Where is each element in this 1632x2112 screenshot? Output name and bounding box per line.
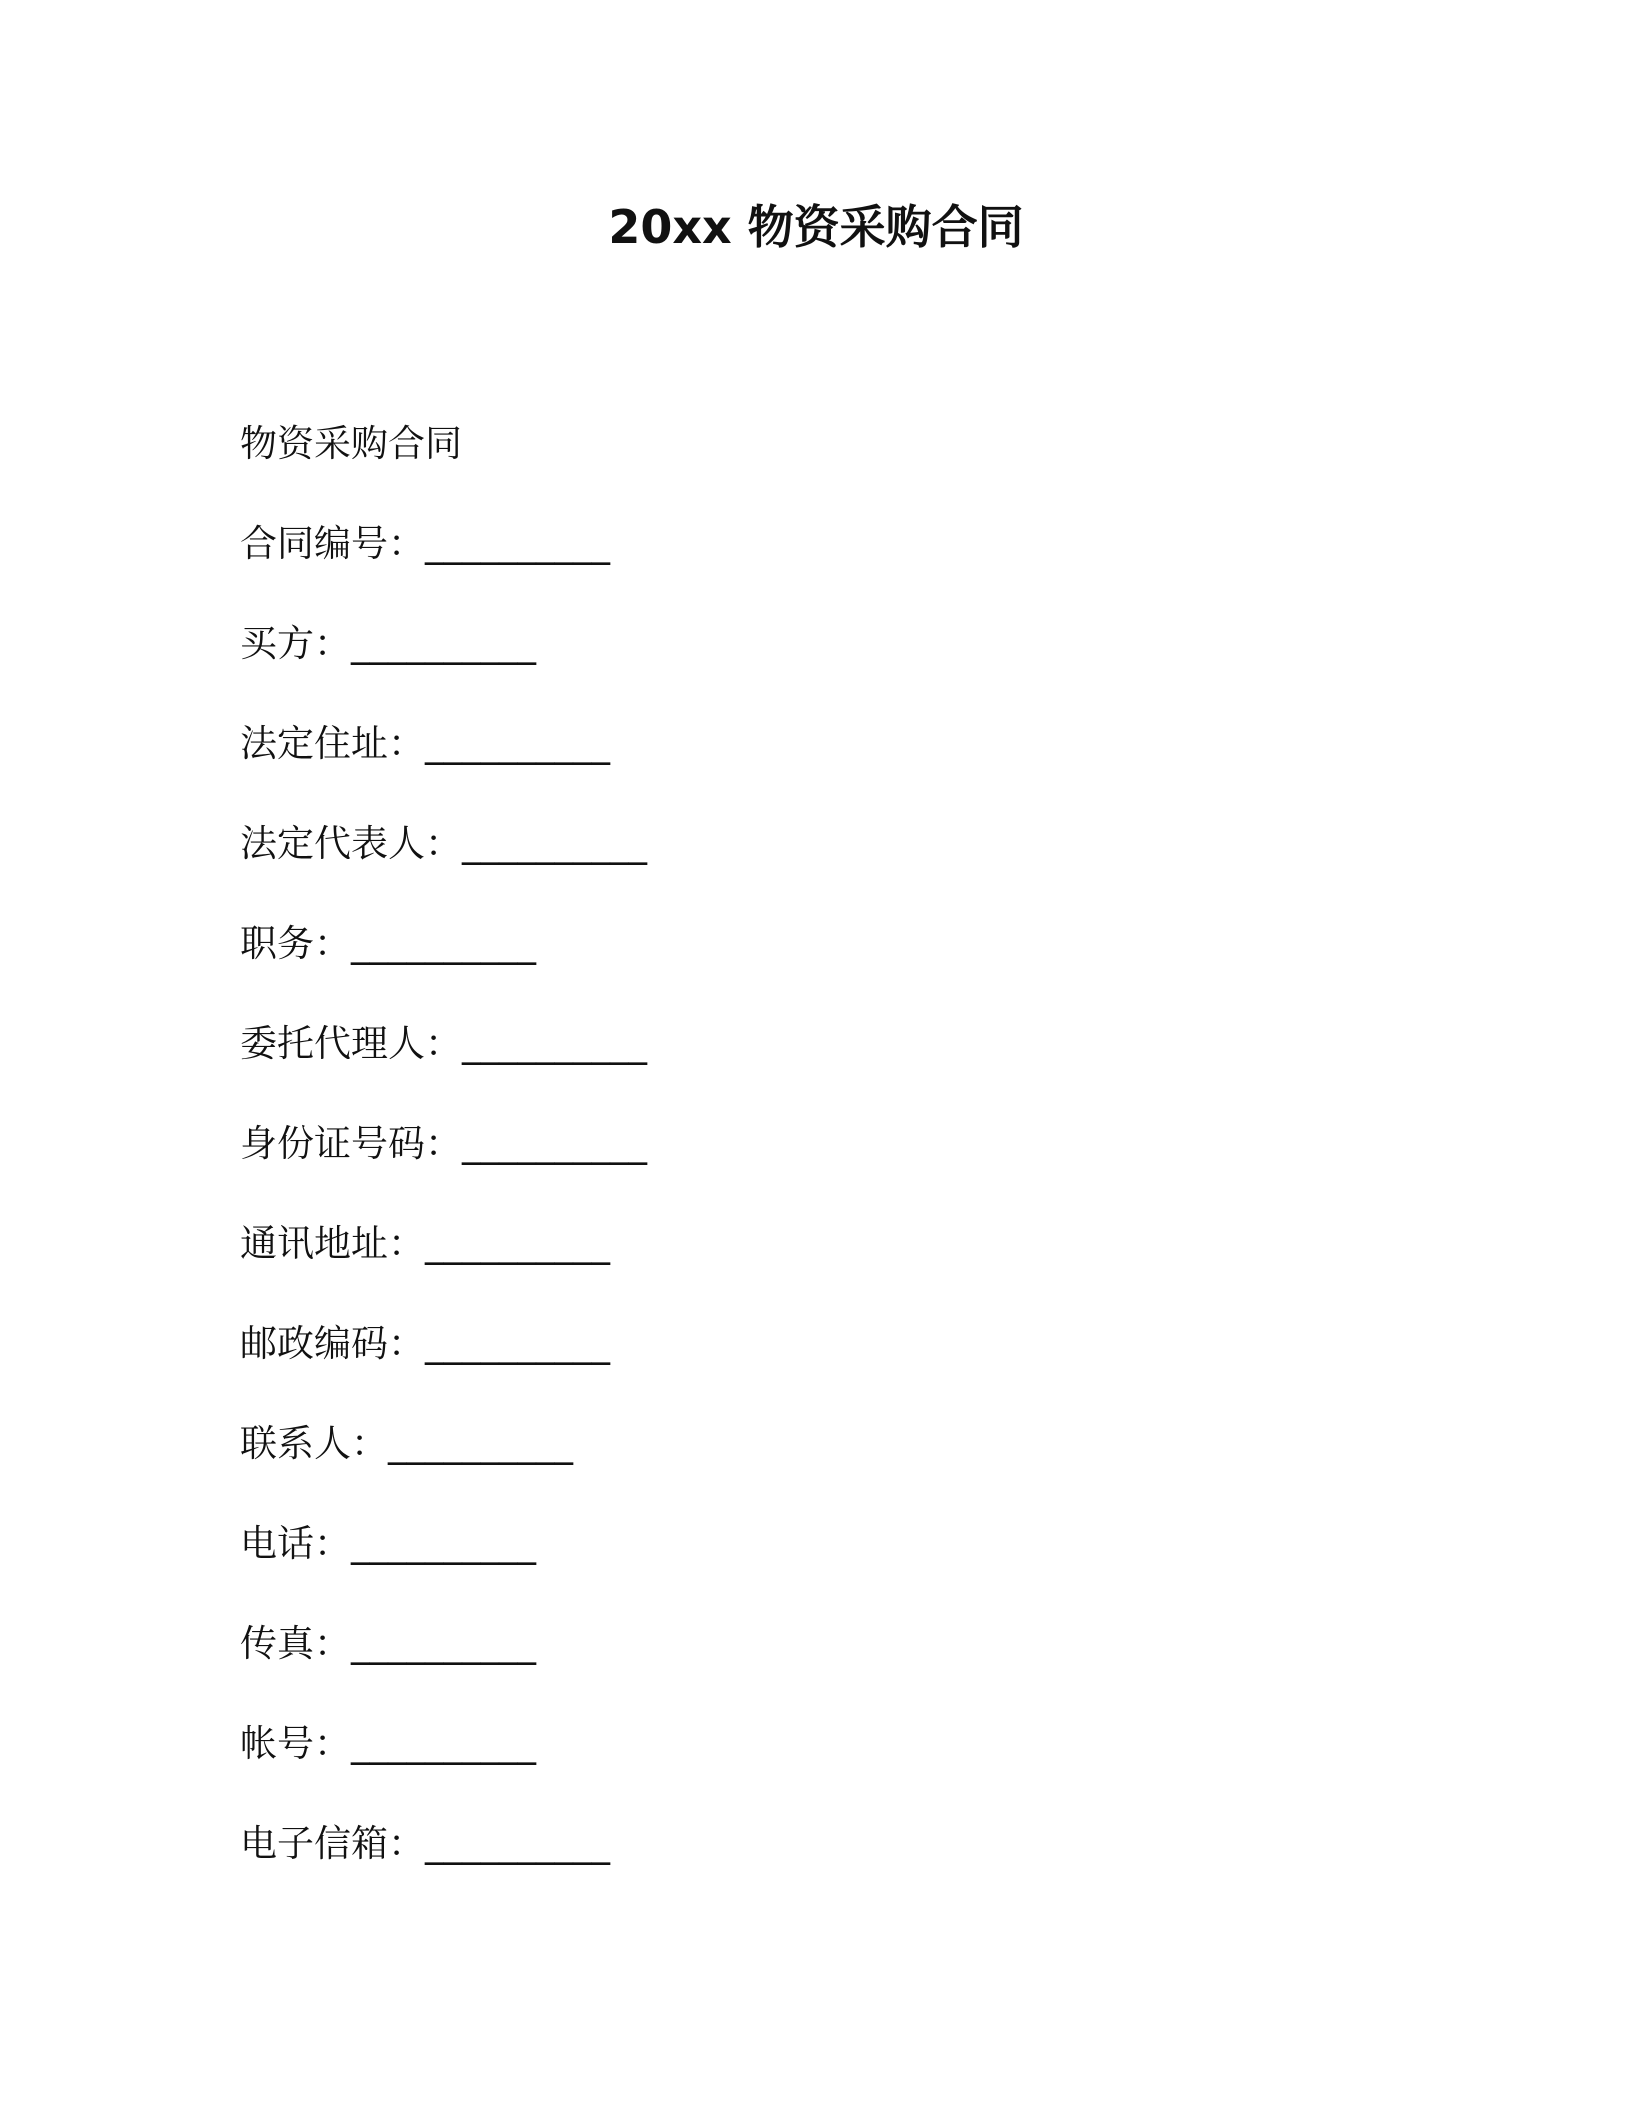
field-authorized-agent [240, 994, 1390, 1094]
field-label: 买方： [240, 622, 351, 665]
field-blank: __________ [462, 822, 647, 865]
field-blank: __________ [425, 1822, 610, 1865]
field-buyer [240, 594, 1390, 694]
field-blank: __________ [425, 522, 610, 565]
field-id-number [240, 1094, 1390, 1194]
field-blank: __________ [462, 1022, 647, 1065]
field-label: 通讯地址： [240, 1222, 425, 1265]
field-label: 合同编号： [240, 522, 425, 565]
field-blank: __________ [425, 1322, 610, 1365]
field-blank: __________ [351, 922, 536, 965]
field-label: 传真： [240, 1622, 351, 1665]
field-label: 邮政编码： [240, 1322, 425, 1365]
field-account-number [240, 1694, 1390, 1794]
field-position [240, 894, 1390, 994]
field-label: 法定住址： [240, 722, 425, 765]
field-blank: __________ [462, 1122, 647, 1165]
field-label: 法定代表人： [240, 822, 462, 865]
field-label: 联系人： [240, 1422, 388, 1465]
field-blank: __________ [351, 1722, 536, 1765]
field-contact-person [240, 1394, 1390, 1494]
document-title: 20xx 物资采购合同 [608, 200, 1024, 254]
field-email [240, 1794, 1390, 1894]
field-blank: __________ [351, 1622, 536, 1665]
field-blank: __________ [351, 1522, 536, 1565]
field-legal-address [240, 694, 1390, 794]
document-body [240, 394, 1390, 1894]
field-label: 电话： [240, 1522, 351, 1565]
field-blank: __________ [425, 722, 610, 765]
field-blank: __________ [425, 1222, 610, 1265]
field-label: 电子信箱： [240, 1822, 425, 1865]
contract-subtitle: 物资采购合同 [240, 422, 462, 465]
field-postal-code [240, 1294, 1390, 1394]
field-label: 职务： [240, 922, 351, 965]
field-mailing-address [240, 1194, 1390, 1294]
field-legal-representative [240, 794, 1390, 894]
field-fax [240, 1594, 1390, 1694]
field-phone [240, 1494, 1390, 1594]
field-blank: __________ [388, 1422, 573, 1465]
field-contract-number [240, 494, 1390, 594]
field-label: 身份证号码： [240, 1122, 462, 1165]
field-label: 帐号： [240, 1722, 351, 1765]
field-label: 委托代理人： [240, 1022, 462, 1065]
field-blank: __________ [351, 622, 536, 665]
